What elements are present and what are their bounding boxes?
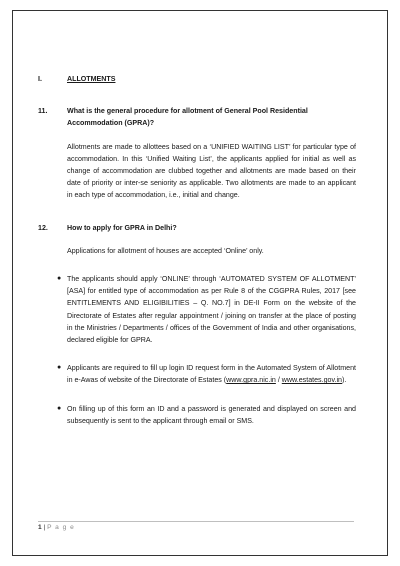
question-11-number: 11. — [38, 107, 48, 116]
section-number: I. — [38, 75, 42, 83]
question-12-heading — [38, 222, 356, 234]
bullet-icon: ● — [57, 275, 62, 283]
list-item — [38, 362, 356, 386]
page-footer — [38, 524, 75, 531]
question-12-bullet-list — [38, 273, 356, 427]
bullet-text: The applicants should apply ‘ONLINE’ through ‘AUTOMATED SYSTEM OF ALLOTMENT’ [ASA] for entitled type of accommodation as per Rule 8 of the CGGPRA Rules, 2017 [see ENTITLEMENTS AND ELIGIBILITIES – Q. NO.7] in DE-II Form on the website of the Directorate of Estates after regular appointment / joining on transfer at the place of posting in the Ministries / Departments / offices of the Government of India and other organisations, declared eligible for GPRA. — [67, 275, 356, 345]
gpra-website-link[interactable]: www.gpra.nic.in — [226, 376, 276, 385]
bullet-text-after: ). — [341, 376, 347, 385]
estates-website-link[interactable]: www.estates.gov.in — [281, 376, 342, 385]
page-number: 1 — [38, 524, 42, 531]
question-12-intro: Applications for allotment of houses are accepted ‘Online’ only. — [67, 246, 264, 255]
list-item — [38, 403, 356, 427]
page-label: P a g e — [47, 524, 75, 531]
question-11-heading — [38, 105, 356, 129]
bullet-text — [67, 362, 356, 386]
footer-separator: | — [41, 524, 48, 531]
page-content — [38, 73, 356, 439]
question-11-title: What is the general procedure for allotment of General Pool Residential Accommodation (GPRA)? — [67, 107, 308, 128]
question-12-title: How to apply for GPRA in Delhi? — [67, 223, 177, 232]
bullet-icon: ● — [57, 404, 62, 412]
list-item — [38, 273, 356, 346]
section-title: ALLOTMENTS — [67, 75, 116, 83]
bullet-text: On filling up of this form an ID and a password is generated and displayed on screen and subsequently is sent to the applicant through email or SMS. — [67, 404, 356, 425]
link-separator: / — [275, 376, 282, 385]
bullet-icon: ● — [57, 364, 62, 372]
section-heading — [38, 73, 356, 85]
footer-divider — [38, 521, 354, 522]
question-12-number: 12. — [38, 223, 48, 232]
question-11-answer: Allotments are made to allottees based on a ‘UNIFIED WAITING LIST’ for particular type of accommodation. In this ‘Unified Waiting List’, the applicants applied for initial as well as change of accommodation are clubbed together and allotments are made based on their date of priority or inter-se seniority as applicable. Two allotments are made to an applicant in each type of accommodation, i.e., initial and change. — [67, 142, 356, 200]
bullet-text-before: Applicants are required to fill up login ID request form in the Automated System of Allotment in e-Awas of website of the Directorate of Estates ( — [67, 364, 356, 385]
